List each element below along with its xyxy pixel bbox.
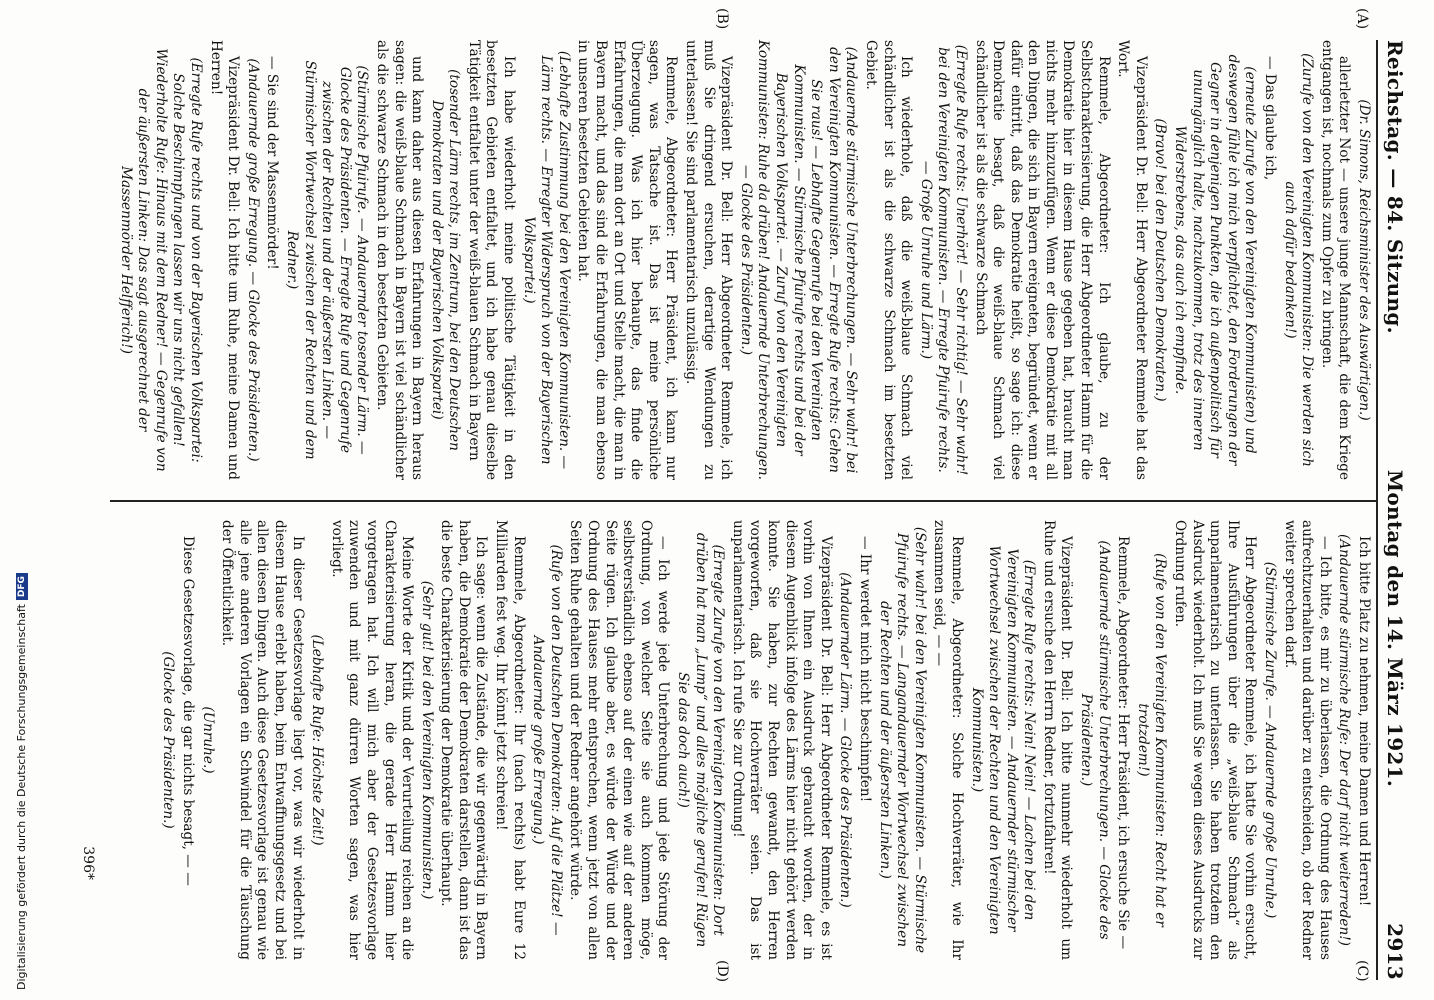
paragraph: (Glocke des Präsidenten.) <box>160 651 177 829</box>
paragraph: und kann daher aus diesen Erfahrungen in Bayern heraus sagen: die weiß-blaue Schmach in Bayern ist viel schändlicher als die schwarze Schmach in den besetzten Gebieten. <box>373 40 426 480</box>
paragraph: (Andauernder Lärm. — Glocke des Präsidenten.) <box>837 572 854 908</box>
paragraph: (Sehr gut! bei den Vereinigten Kommunisten.) <box>418 580 435 900</box>
paragraph: Vizepräsident Dr. Bell: Ich bitte nunmehr wiederholt um Ruhe und ersuche den Herrn Redner, fortzufahren! <box>1040 520 1075 960</box>
dfg-logo: DFG <box>16 573 28 600</box>
margin-marker-a: (A) <box>1354 8 1370 30</box>
paragraph: Ich habe wiederholt meine politische Tätigkeit in den besetzten Gebieten entfaltet, und ich habe genau dieselbe Tätigkeit entfaltet unter der weiß-blauen Schmach in Bayern <box>465 40 518 480</box>
digitization-credit <box>15 573 28 990</box>
margin-marker-c: (C) <box>1354 960 1370 982</box>
paragraph: (Stürmische Zurufe. — Andauernde große Unruhe.) <box>1262 561 1279 919</box>
paragraph: (Erregte Zurufe von den Vereinigten Kommunisten: Dort drüben hat man „Lump“ und alles mögliche gerufen! Rügen Sie das doch auch!) <box>675 532 727 948</box>
paragraph: (Erregte Rufe rechts und von der Bayerischen Volkspartei: Solche Beschimpfungen lassen wir uns nicht gefallen! Wiederholte Rufe: Hinaus mit dem Redner! — Gegenrufe von der äußersten Linken: Das sagt ausgerechnet der Massenmörder Helfferich!) <box>117 48 204 472</box>
paragraph: (Andauernde stürmische Rufe: Der darf nicht weiterreden!) <box>1336 534 1353 946</box>
paragraph: In dieser Gesetzesvorlage liegt vor, was wir wiederholt in diesem Hause erlebt haben, beim Entwaffnungsgesetz und bei allen diesen Dingen. Auch diese Gesetzesvorlage ist genau wie alle jene anderen Vorlagen ein Schwindel für die Täuschung der Öffentlichkeit. <box>219 520 306 960</box>
paragraph: allerletzter Not — unsere junge Mannschaft, die dem Kriege entgangen ist, nochmals zum Opfer zu bringen. <box>1318 40 1353 480</box>
paragraph: (Rufe von den Deutschen Demokraten: Auf die Plätze! — Andauernde große Erregung.) <box>530 544 564 936</box>
paragraph: (Sehr wahr! bei den Vereinigten Kommunisten. — Stürmische Pfuirufe rechts. — Langandauernder Wortwechsel zwischen der Rechten und der äußersten Linken.) <box>876 526 928 954</box>
paragraph: — Ich bitte, es mir zu überlassen, die Ordnung des Hauses aufrechtzuerhalten und darüber zu entscheiden, ob der Redner weiter sprechen darf. <box>1281 520 1333 960</box>
paragraph: — Ich werde jede Unterbrechung und jede Störung der Ordnung, von welcher Seite sie auch kommen möge, selbstverständlich ebenso auf der einen wie auf der anderen Seite rügen. Ich glaube aber, es würde der Würde und der Ordnung des Hauses mehr entsprechen, wenn jetzt von allen Seiten Ruhe gehalten und der Redner angehört würde. <box>567 520 672 960</box>
header-page-number: 2913 <box>1383 923 1407 980</box>
header-date: Montag den 14. März 1921. <box>1383 469 1407 788</box>
paragraph: (Erregte Rufe rechts: Nein! Nein! — Lachen bei den Vereinigten Kommunisten. — Andauernder stürmischer Wortwechsel zwischen der Rechten und den Vereinigten Kommunisten.) <box>968 545 1038 935</box>
margin-marker-b: (B) <box>714 8 730 30</box>
paragraph: Remmele, Abgeordneter: Herr Präsident, ich ersuche Sie — <box>1115 536 1132 950</box>
paragraph: — Ihr werdet mich nicht beschimpfen! <box>856 536 873 803</box>
paragraph: (Bravo! bei den Deutschen Demokraten.) <box>1152 118 1169 402</box>
paragraph: (Rufe von den Vereinigten Kommunisten: Recht hat er trotzdem!) <box>1134 553 1169 927</box>
paragraph: Vizepräsident Dr. Bell: Herr Abgeordneter Remmele, ich muß Sie dringend ersuchen, derartige Wendungen zu unterlassen! Sie sind parlamentarisch unzulässig. <box>683 40 735 480</box>
paragraph: (Zurufe von den Vereinigten Kommunisten: Die werden sich auch dafür bedanken!) <box>1281 53 1316 467</box>
left-text-column <box>114 40 1372 480</box>
paragraph: (Andauernde große Erregung. — Glocke des Präsidenten.) <box>244 58 261 462</box>
header-session: Reichstag. — 84. Sitzung. <box>1383 40 1407 334</box>
paragraph: (Unruhe.) <box>199 706 216 774</box>
right-text-column <box>157 520 1372 960</box>
rotated-newspaper-sheet <box>40 0 1420 1000</box>
paragraph: Diese Gesetzesvorlage, die gar nichts besagt, — — <box>180 536 196 886</box>
paragraph: (Dr. Simons, Reichsminister des Auswärtigen.) <box>1356 99 1372 421</box>
paragraph: (Lebhafte Zustimmung bei den Vereinigten Kommunisten. — Lärm rechts. — Erregter Widerspruch von der Bayerischen Volkspartei.) <box>520 50 572 470</box>
paragraph: — Sie sind der Massenmörder! <box>264 56 281 270</box>
paragraph: Ich bitte Platz zu nehmen, meine Damen und Herren! <box>1356 536 1372 907</box>
paragraph: (Andauernde stürmische Unterbrechungen. — Glocke des Präsidenten.) <box>1078 540 1112 940</box>
paragraph: Ich wiederhole, daß die weiß-blaue Schmach viel schändlicher ist als die schwarze Schmach im besetzten Gebiet. <box>862 40 915 480</box>
paragraph: Meine Worte der Kritik und der Verurteilung reichen an die Charakterisierung heran, die gerade Herr Hamm hier vorgetragen hat. Ich will mich aber der Gesetzesvorlage zuwenden und mit ganz dürren Worten sagen, was hier vorliegt. <box>328 520 416 960</box>
paragraph: (tosender Lärm rechts, im Zentrum, bei den Deutschen Demokraten und der Bayerischen Volkspartei) <box>428 69 463 451</box>
paragraph: Remmele, Abgeordneter: Ihr (nach rechts) habt Eure 12 Milliarden fest weg. Ihr könnt jetzt schreien! <box>493 520 527 960</box>
paragraph: Ich sage: wenn die Zustände, die wir gegenwärtig in Bayern haben, die Demokratie der Demokraten darstellen, dann ist das die beste Charakterisierung der Demokratie überhaupt. <box>438 520 490 960</box>
paragraph: Vizepräsident Dr. Bell: Ich bitte um Ruhe, meine Damen und Herren! <box>207 40 242 480</box>
credit-text: Digitalisierung gefördert durch die Deutsche Forschungsgemeinschaft <box>15 604 28 990</box>
paragraph: (Erregte Rufe rechts: Unerhört! — Sehr richtig! — Sehr wahr! bei den Vereinigten Kommunisten. — Erregte Pfuirufe rechts. — Große Unruhe und Lärm.) <box>917 44 969 476</box>
paragraph: Remmele, Abgeordneter: Ich glaube, zu der Selbstcharakterisierung, die Herr Abgeordneter Hamm für die Demokratie hier in diesem Hause gegeben hat, braucht man nichts mehr hinzuzufügen. Wenn er diese Demokratie mit all den Dingen, die sich in Bayern ereigneten, begründet, wenn er dafür eintritt, daß das Demokratie heißt, so sage ich: diese Demokratie besagt, daß die weiß-blaue Schmach viel schändlicher ist als die schwarze Schmach <box>972 40 1112 480</box>
paragraph: Vizepräsident Dr. Bell: Herr Abgeordneter Remmele, es ist vorhin von Ihnen ein Ausdruck gebraucht worden, der in diesem Augenblick infolge des Lärms hier nicht gehört werden konnte. Sie haben, zur Rechten gewandt, den Herren vorgeworfen, daß sie Hochverräter seien. Das ist unparlamentarisch. Ich rufe Sie zur Ordnung! <box>729 520 834 960</box>
paragraph: Remmele, Abgeordneter: Solche Hochverräter, wie Ihr zusammen seid, — — <box>931 520 965 960</box>
paragraph: (erneute Zurufe von den Vereinigten Kommunisten) und deswegen fühle ich mich verpflichtet, den Forderungen der Gegner in denjenigen Punkten, die ich außenpolitisch für unumgänglich halte, nachzukommen, trotz des inneren Widerstrebens, das auch ich empfinde. <box>1172 54 1259 466</box>
paragraph: Remmele, Abgeordneter: Herr Präsident, ich kann nur sagen, was Tatsache ist. Das ist meine persönliche Überzeugung. Was ich hier behaupte, das finde die Erfahrungen, die man dort an Ort und Stelle macht, die man in Bayern macht, und das sind die Erfahrungen, die man ebenso in unseren besetzten Gebieten hat. <box>575 40 680 480</box>
paragraph: (Stürmische Pfuirufe. — Andauernder tosender Lärm. — Glocke des Präsidenten. — Erregte Rufe und Gegenrufe zwischen der Rechten und der äußersten Linken. — Stürmischer Wortwechsel zwischen der Rechten und dem Redner.) <box>283 60 371 460</box>
paragraph: — Das glaube ich, <box>1262 56 1279 181</box>
column-divider <box>110 500 1376 502</box>
paragraph: Vizepräsident Dr. Bell: Herr Abgeordneter Remmele hat das Wort. <box>1115 40 1149 480</box>
paragraph: (Andauernde stürmische Unterbrechungen. — Sehr wahr! bei den Vereinigten Kommunisten. — Erregte Rufe rechts: Gehen Sie raus! — Lebhafte Gegenrufe bei den Vereinigten Kommunisten. — Stürmische Pfuirufe rechts und bei der Bayerischen Volkspartei. — Zuruf von den Vereinigten Kommunisten: Ruhe da drüben! Andauernde Unterbrechungen. — Glocke des Präsidenten.) <box>737 40 860 480</box>
paragraph: Herr Abgeordneter Remmele, ich hatte Sie vorhin ersucht, Ihre Ausführungen über die „weiß-blaue Schmach“ als unparlamentarisch zu unterlassen. Sie haben trotzdem den Ausdruck wiederholt. Ich muß Sie wegen dieses Ausdrucks zur Ordnung rufen. <box>1172 520 1259 960</box>
paragraph: (Lebhafte Rufe: Höchste Zeit!) <box>309 634 326 846</box>
sheet-number: 396* <box>80 846 96 880</box>
page-header <box>1376 40 1412 980</box>
margin-marker-d: (D) <box>714 960 730 983</box>
